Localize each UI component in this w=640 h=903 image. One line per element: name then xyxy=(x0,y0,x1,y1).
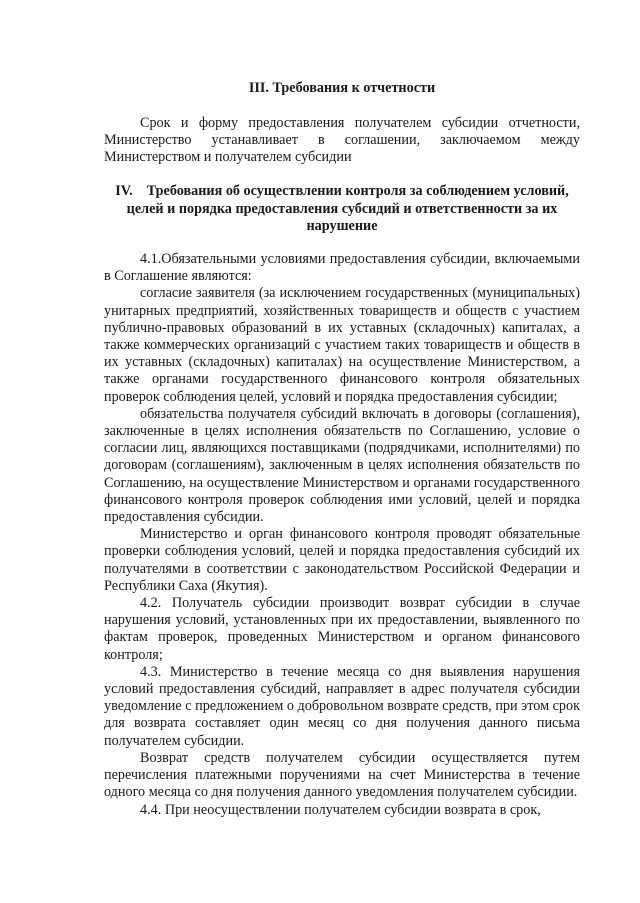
section-3-body xyxy=(104,115,580,167)
section-4-heading xyxy=(104,183,580,236)
paragraph-4-3: 4.3. Министерство в течение месяца со дня выявления нарушения условий предоставления субсидий, направляет в адрес получателя субсидии уведомление с предложением о добровольном возврате средств, при этом срок для возврата составляет один месяц со дня получения данного письма получателем субсидии. xyxy=(104,663,580,749)
paragraph-obligations: обязательства получателя субсидий включать в договоры (соглашения), заключенные в целях исполнения обязательств по Соглашению, условие о согласии лиц, являющихся поставщиками (подрядчиками, исполнителями) по договорам (соглашениям), заключенным в целях исполнения обязательств по Соглашению, на осуществление Министерством и органами государственного финансового контроля проверок соблюдения ими условий, целей и порядка предоставления субсидии. xyxy=(104,405,580,526)
paragraph-4-1: 4.1.Обязательными условиями предоставления субсидии, включаемыми в Соглашение являются: xyxy=(104,251,580,285)
paragraph-4-4: 4.4. При неосуществлении получателем субсидии возврата в срок, xyxy=(140,801,541,818)
section-3-heading: III. Требования к отчетности xyxy=(248,80,436,96)
paragraph-4-2: 4.2. Получатель субсидии производит возврат субсидии в случае нарушения условий, установленных при их предоставлении, выявленного по фактам проверок, проведенных Министерством и органом финансового контроля; xyxy=(104,595,580,663)
section-4-body xyxy=(104,251,580,819)
paragraph-refund: Возврат средств получателем субсидии осуществляется путем перечисления платежными поручениями на счет Министерства в течение одного месяца со дня получения данного уведомления получателем субсидии. xyxy=(104,749,580,801)
section-3-paragraph: Срок и форму предоставления получателем субсидии отчетности, Министерство устанавливает в соглашении, заключаемом между Министерством и получателем субсидии xyxy=(104,115,580,166)
paragraph-consent: согласие заявителя (за исключением государственных (муниципальных) унитарных предприятий, хозяйственных товариществ и обществ с участием публично-правовых образований в их уставных (складочных) капиталах, а также коммерческих организаций с участием таких товариществ и обществ в их уставных (складочных) капиталах) на осуществление Министерством, а также органами государственного финансового контроля обязательных проверок соблюдения целей, условий и порядка предоставления субсидии; xyxy=(104,285,580,405)
section-4-title: Требования об осуществлении контроля за соблюдением условий, целей и порядка предоставления субсидий и ответственности за их нарушение xyxy=(126,183,569,234)
section-4-number: IV. xyxy=(115,183,133,199)
paragraph-inspections: Министерство и орган финансового контроля проводят обязательные проверки соблюдения условий, целей и порядка предоставления субсидий их получателями в соответствии с законодательством Российской Федерации и Республики Саха (Якутия). xyxy=(104,526,580,594)
